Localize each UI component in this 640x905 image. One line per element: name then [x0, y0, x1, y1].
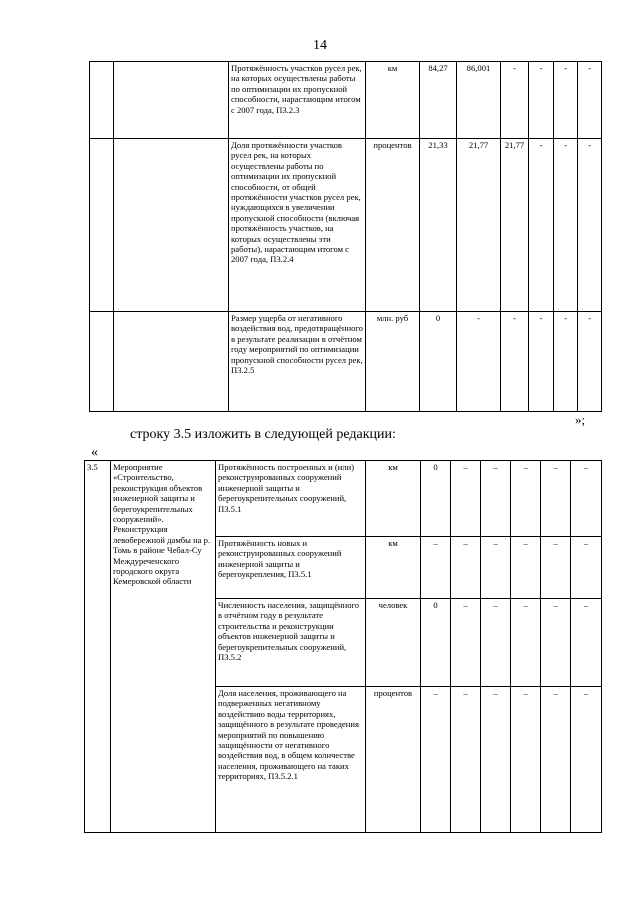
unit-cell: км — [366, 62, 420, 139]
value-cell: 0 — [421, 461, 451, 537]
unit-cell: млн. руб — [366, 312, 420, 412]
table-row — [85, 461, 602, 537]
indicator-cell: Численность населения, защищённого в отчётном году в результате строительства и реконструкции объектов инженерной защиты и берегоукрепительных сооружений, П3.5.2 — [216, 599, 366, 687]
value-cell: - — [578, 139, 602, 312]
indicator-cell: Протяжённость новых и реконструированных сооружений инженерной защиты и берегоукрепления, П3.5.1 — [216, 537, 366, 599]
value-cell: – — [541, 461, 571, 537]
value-cell: – — [511, 599, 541, 687]
value-cell: – — [571, 599, 602, 687]
row-number-cell: 3.5 — [85, 461, 111, 833]
value-cell: – — [481, 687, 511, 833]
value-cell: – — [541, 687, 571, 833]
value-cell: - — [529, 62, 554, 139]
value-cell: – — [571, 461, 602, 537]
value-cell: – — [451, 461, 481, 537]
unit-cell: человек — [366, 599, 421, 687]
measure-cell — [114, 62, 229, 139]
row-number-cell — [90, 312, 114, 412]
value-cell: 0 — [421, 599, 451, 687]
value-cell: – — [451, 537, 481, 599]
table-row — [90, 312, 602, 412]
indicator-cell: Протяжённость участков русел рек, на которых осуществлены работы по оптимизации их пропускной способности, нарастающим итогом с 2007 года, П3.2.3 — [229, 62, 366, 139]
value-cell: - — [529, 139, 554, 312]
indicators-table-row-3-5 — [84, 460, 602, 833]
value-cell: - — [457, 312, 501, 412]
indicator-cell: Доля протяжённости участков русел рек, на которых осуществлены работы по оптимизации их пропускной способности, от общей протяжённости участков русел рек, нуждающихся в увеличении пропускной способности (включая протяжённость участков, на которых осуществлены эти работы), нарастающим итогом с 2007 года, П3.2.4 — [229, 139, 366, 312]
value-cell: – — [481, 599, 511, 687]
page-number: 14 — [313, 38, 327, 53]
unit-cell: км — [366, 461, 421, 537]
closing-quote-mark: »; — [575, 412, 586, 427]
value-cell: 0 — [420, 312, 457, 412]
measure-cell — [114, 312, 229, 412]
value-cell: – — [481, 537, 511, 599]
unit-cell: процентов — [366, 687, 421, 833]
row-number-cell — [90, 62, 114, 139]
measure-cell: Мероприятие «Строительство, реконструкция объектов инженерной защиты и берегоукрепительных сооружений». Реконструкция левобережной дамбы на р. Томь в районе Чебал-Су Междуреченского городского округа Кемеровской области — [111, 461, 216, 833]
value-cell: – — [481, 461, 511, 537]
indicator-cell: Размер ущерба от негативного воздействия вод, предотвращённого в результате реализации в отчётном году мероприятий по оптимизации пропускной способности русел рек, П3.2.5 — [229, 312, 366, 412]
value-cell: – — [451, 599, 481, 687]
table-row — [90, 62, 602, 139]
indicator-cell: Протяжённость построенных и (или) реконструированных сооружений инженерной защиты и берегоукрепительных сооружений, П3.5.1 — [216, 461, 366, 537]
value-cell: – — [571, 537, 602, 599]
instruction-heading: строку 3.5 изложить в следующей редакции: — [130, 427, 396, 442]
unit-cell: процентов — [366, 139, 420, 312]
value-cell: - — [554, 139, 578, 312]
measure-cell — [114, 139, 229, 312]
unit-cell: км — [366, 537, 421, 599]
value-cell: – — [451, 687, 481, 833]
value-cell: – — [541, 599, 571, 687]
value-cell: – — [421, 687, 451, 833]
table-row — [90, 139, 602, 312]
value-cell: 86,001 — [457, 62, 501, 139]
indicators-table-continued — [89, 61, 602, 412]
value-cell: - — [554, 312, 578, 412]
opening-quote-mark: « — [91, 445, 98, 460]
value-cell: - — [578, 312, 602, 412]
value-cell: – — [541, 537, 571, 599]
value-cell: – — [511, 687, 541, 833]
value-cell: – — [421, 537, 451, 599]
value-cell: 21,77 — [457, 139, 501, 312]
value-cell: 21,77 — [501, 139, 529, 312]
row-number-cell — [90, 139, 114, 312]
value-cell: – — [511, 537, 541, 599]
value-cell: – — [511, 461, 541, 537]
value-cell: – — [571, 687, 602, 833]
value-cell: - — [501, 62, 529, 139]
value-cell: - — [578, 62, 602, 139]
indicator-cell: Доля населения, проживающего на подверженных негативному воздействию воды территориях, защищённого в результате проведения мероприятий по повышению защищённости от негативного воздействия вод, в общем количестве населения, проживающего на таких территориях, П3.5.2.1 — [216, 687, 366, 833]
value-cell: 84,27 — [420, 62, 457, 139]
value-cell: - — [554, 62, 578, 139]
value-cell: - — [529, 312, 554, 412]
value-cell: - — [501, 312, 529, 412]
value-cell: 21,33 — [420, 139, 457, 312]
